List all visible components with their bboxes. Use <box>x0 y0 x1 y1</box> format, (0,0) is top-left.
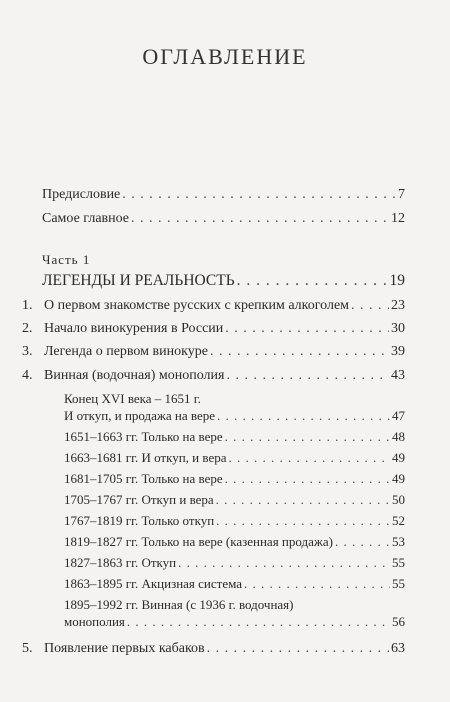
toc-subsection[interactable] <box>64 491 405 509</box>
toc-chapter-4[interactable] <box>22 367 405 385</box>
toc-subsection[interactable] <box>64 449 405 467</box>
leader-dots <box>225 320 389 338</box>
toc-page-number: 23 <box>391 298 405 313</box>
subsection-title: 1705–1767 гг. Откуп и вера <box>64 492 214 507</box>
subsection-title: 1767–1819 гг. Только откуп <box>64 513 215 528</box>
page-title: ОГЛАВЛЕНИЕ <box>142 44 308 69</box>
subsection-title: монополия <box>64 614 125 629</box>
toc-page-number: 19 <box>389 272 405 289</box>
leader-dots <box>351 297 389 315</box>
toc-page-number: 43 <box>391 368 405 383</box>
leader-dots <box>226 367 389 385</box>
subsection-title: И откуп, и продажа на вере <box>64 408 215 423</box>
toc-page-number: 55 <box>392 555 405 570</box>
leader-dots <box>127 613 390 631</box>
subsection-title: 1819–1827 гг. Только на вере (казенная продажа) <box>64 534 333 549</box>
toc-subsection[interactable] <box>64 533 405 551</box>
chapter-title: Появление первых кабаков <box>44 641 205 656</box>
chapter-title: О первом знакомстве русских с крепким алкоголем <box>44 298 350 313</box>
subsection-title: 1681–1705 гг. Только на вере <box>64 471 223 486</box>
leader-dots <box>216 491 390 509</box>
subsection-title: 1827–1863 гг. Откуп <box>64 555 177 570</box>
toc-page-number: 52 <box>392 513 405 528</box>
leader-dots <box>207 640 389 658</box>
toc-entry-preface[interactable] <box>42 186 405 204</box>
leader-dots <box>225 470 390 488</box>
toc-subsection[interactable] <box>64 575 405 593</box>
toc-subsection-line: 1895–1992 гг. Винная (с 1936 г. водочная) <box>64 597 294 612</box>
subsection-title: 1663–1681 гг. И откуп, и вера <box>64 450 227 465</box>
toc-subsection-line: Конец XVI века – 1651 г. <box>64 391 201 406</box>
toc-page-number: 50 <box>392 492 405 507</box>
toc-entry-main[interactable] <box>42 210 405 228</box>
toc-page-number: 53 <box>392 534 405 549</box>
toc-page-number: 39 <box>391 344 405 359</box>
leader-dots <box>216 512 390 530</box>
leader-dots <box>122 186 396 204</box>
leader-dots <box>225 428 390 446</box>
toc-page-number: 55 <box>392 576 405 591</box>
toc-subsection[interactable] <box>64 407 405 425</box>
toc-subsection[interactable] <box>64 428 405 446</box>
chapter-title: Начало винокурения в России <box>44 321 224 336</box>
toc-entry-part-heading[interactable] <box>42 272 405 290</box>
toc-chapter-5[interactable] <box>22 640 405 658</box>
leader-dots <box>178 554 390 572</box>
leader-dots <box>131 210 389 228</box>
subsection-title: 1863–1895 гг. Акцизная система <box>64 576 243 591</box>
toc-page-number: 7 <box>398 187 405 202</box>
chapter-number: 5. <box>22 641 33 656</box>
leader-dots <box>237 272 388 290</box>
toc-entry-label: Самое главное <box>42 211 130 226</box>
chapter-number: 4. <box>22 368 33 383</box>
leader-dots <box>229 449 391 467</box>
toc-page-number: 30 <box>391 321 405 336</box>
toc-page-number: 47 <box>392 408 405 423</box>
chapter-title: Винная (водочная) монополия <box>44 368 225 383</box>
toc-page-number: 12 <box>391 211 405 226</box>
part-label: Часть 1 <box>42 252 91 267</box>
toc-entry-label: Предисловие <box>42 187 121 202</box>
toc-subsection[interactable] <box>64 613 405 631</box>
toc-chapter-1[interactable] <box>22 297 405 315</box>
part-heading: ЛЕГЕНДЫ И РЕАЛЬНОСТЬ <box>42 272 235 289</box>
toc-subsection[interactable] <box>64 512 405 530</box>
chapter-number: 3. <box>22 344 33 359</box>
toc-page-number: 63 <box>391 641 405 656</box>
leader-dots <box>244 575 390 593</box>
leader-dots <box>210 343 389 361</box>
toc-chapter-3[interactable] <box>22 343 405 361</box>
leader-dots <box>217 407 390 425</box>
toc-subsection[interactable] <box>64 554 405 572</box>
toc-page-number: 56 <box>392 614 405 629</box>
chapter-number: 1. <box>22 298 33 313</box>
toc-chapter-2[interactable] <box>22 320 405 338</box>
leader-dots <box>335 533 390 551</box>
toc-page-number: 49 <box>392 450 405 465</box>
chapter-number: 2. <box>22 321 33 336</box>
toc-page-number: 49 <box>392 471 405 486</box>
toc-page-number: 48 <box>392 429 405 444</box>
chapter-title: Легенда о первом винокуре <box>44 344 208 359</box>
toc-subsection[interactable] <box>64 470 405 488</box>
subsection-title: 1651–1663 гг. Только на вере <box>64 429 223 444</box>
